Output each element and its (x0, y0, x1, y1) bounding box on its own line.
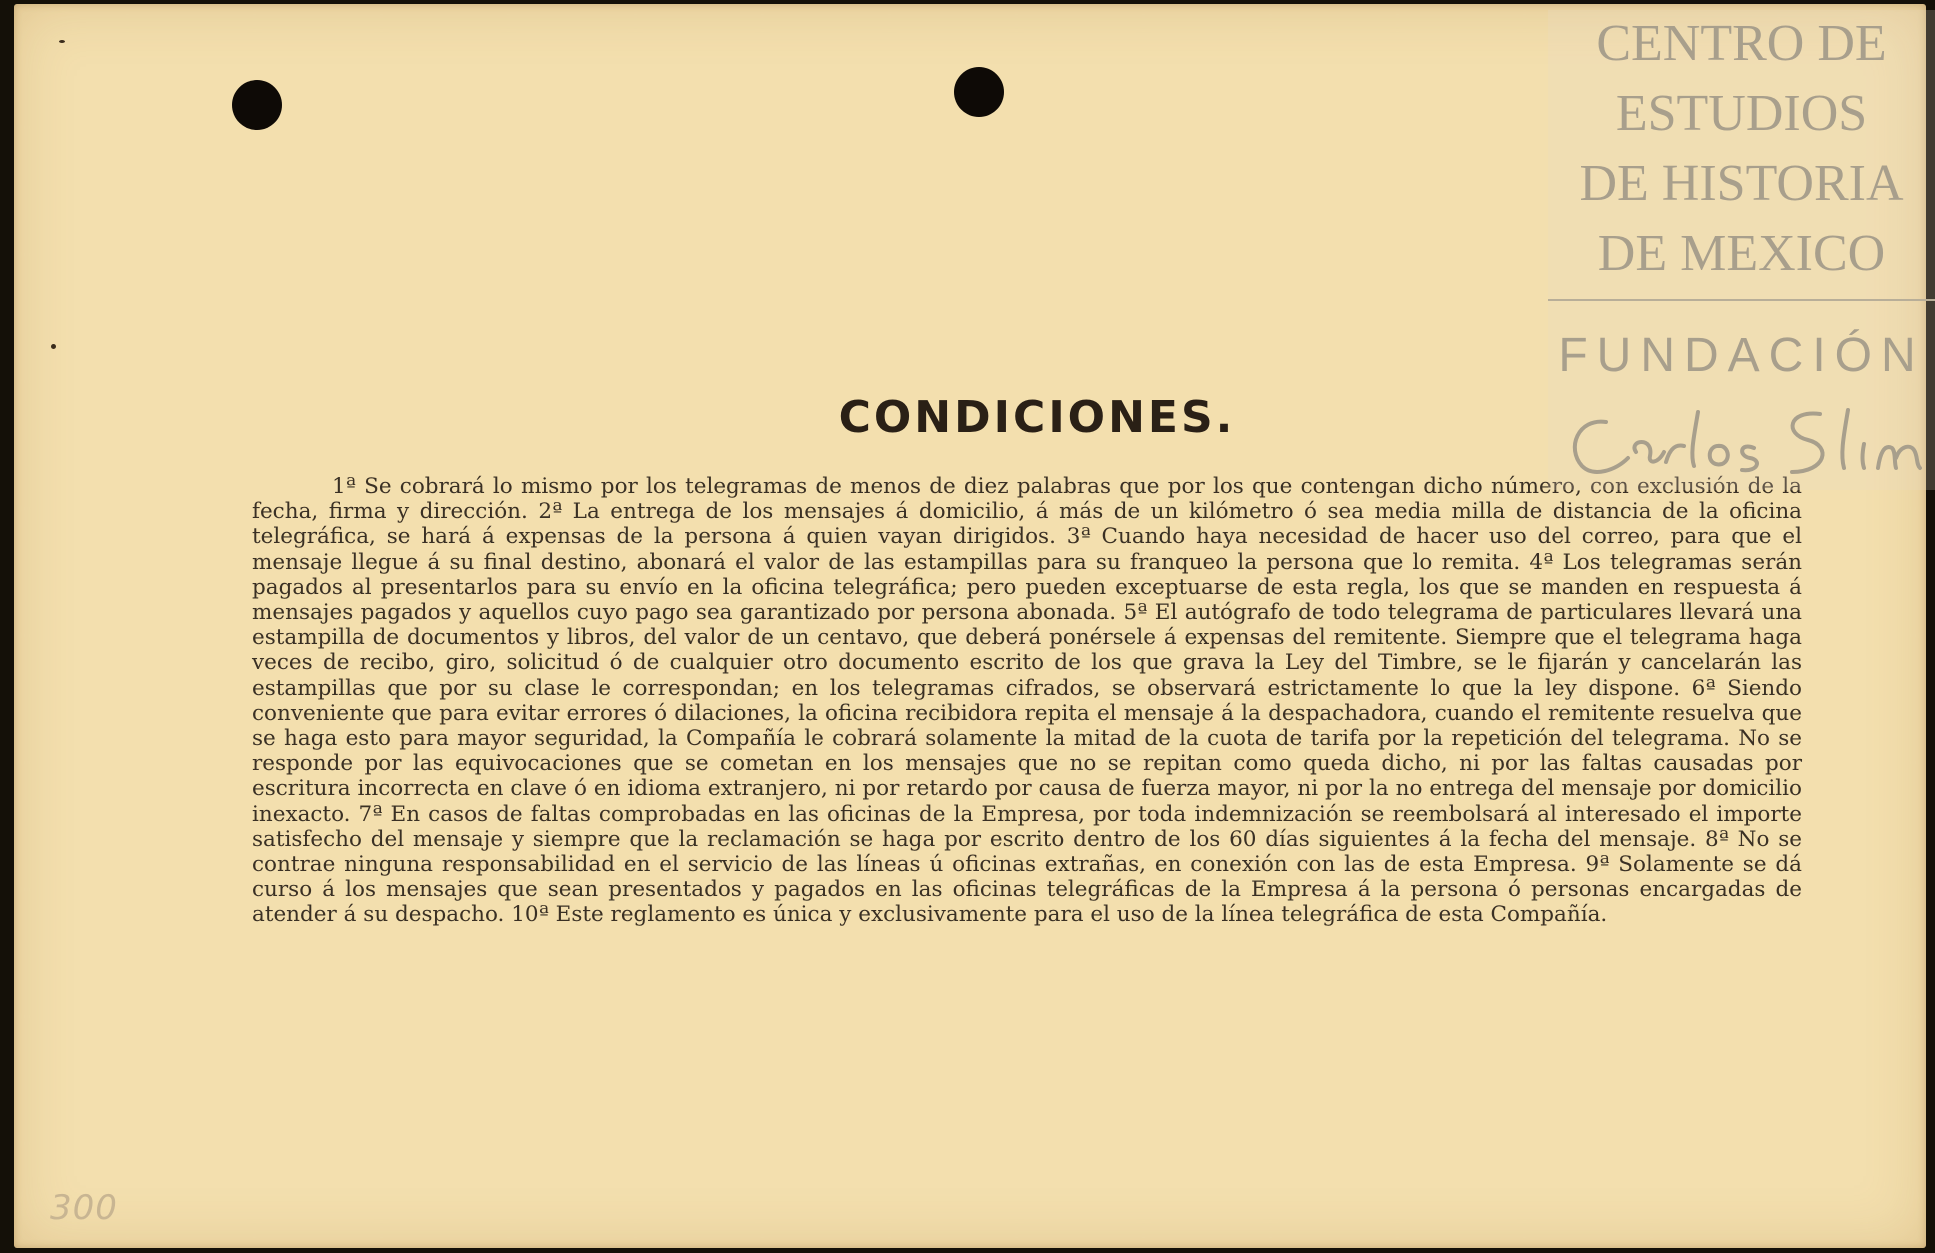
signature-logo (1558, 400, 1928, 490)
document-title: CONDICIONES. (838, 392, 1236, 443)
paper-speck (51, 344, 56, 349)
watermark-divider (1548, 299, 1935, 301)
watermark-line: CENTRO DE (1596, 15, 1887, 72)
archive-watermark (1548, 10, 1935, 490)
watermark-line: ESTUDIOS (1615, 85, 1868, 142)
paper-speck (59, 40, 65, 43)
watermark-foundation: FUNDACIÓN (1558, 329, 1925, 382)
margin-note: 300 (50, 1188, 118, 1228)
punch-hole-center (954, 67, 1004, 117)
watermark-line: DE HISTORIA (1579, 155, 1904, 212)
conditions-text (252, 474, 1802, 928)
conditions-paragraph: 1ª Se cobrará lo mismo por los telegramas de menos de diez palabras que por los que contengan dicho número, con exclusión de la fecha, firma y dirección. 2ª La entrega de los mensajes á domicilio, á más de un kilómetro ó sea media milla de distancia de la oficina telegráfica, se hará á expensas de la persona á quien vayan dirigidos. 3ª Cuando haya necesidad de hacer uso del correo, para que el mensaje llegue á su final destino, abonará el valor de las estampillas para su franqueo la persona que lo remita. 4ª Los telegramas serán pagados al presentarlos para su envío en la oficina telegráfica; pero pueden exceptuarse de esta regla, los que se manden en respuesta á mensajes pagados y aquellos cuyo pago sea garantizado por persona abonada. 5ª El autógrafo de todo telegrama de particulares llevará una estampilla de documentos y libros, del valor de un centavo, que deberá ponérsele á expensas del remitente. Siempre que el telegrama haga veces de recibo, giro, solicitud ó de cualquier otro documento escrito de los que grava la Ley del Timbre, se le fijarán y cancelarán las estampillas que por su clase le correspondan; en los telegramas cifrados, se observará estrictamente lo que la ley dispone. 6ª Siendo conveniente que para evitar errores ó dilaciones, la oficina recibidora repita el mensaje á la despachadora, cuando el remitente resuelva que se haga esto para mayor seguridad, la Compañía le cobrará solamente la mitad de la cuota de tarifa por la repetición del telegrama. No se responde por las equivocaciones que se cometan en los mensajes que no se repitan como queda dicho, ni por las faltas causadas por escritura incorrecta en clave ó en idioma extranjero, ni por retardo por causa de fuerza mayor, ni por la no entrega del mensaje por domicilio inexacto. 7ª En casos de faltas comprobadas en las oficinas de la Empresa, por toda indemnización se reembolsará al interesado el importe satisfecho del mensaje y siempre que la reclamación se haga por escrito dentro de los 60 días siguientes á la fecha del mensaje. 8ª No se contrae ninguna responsabilidad en el servicio de las líneas ú oficinas extrañas, en conexión con las de esta Empresa. 9ª Solamente se dá curso á los mensajes que sean presentados y pagados en las oficinas telegráficas de la Empresa á la persona ó personas encargadas de atender á su despacho. 10ª Este reglamento es única y exclusivamente para el uso de la línea telegráfica de esta Compañía. (252, 474, 1802, 928)
watermark-line: DE MEXICO (1597, 225, 1886, 282)
punch-hole-left (232, 80, 282, 130)
